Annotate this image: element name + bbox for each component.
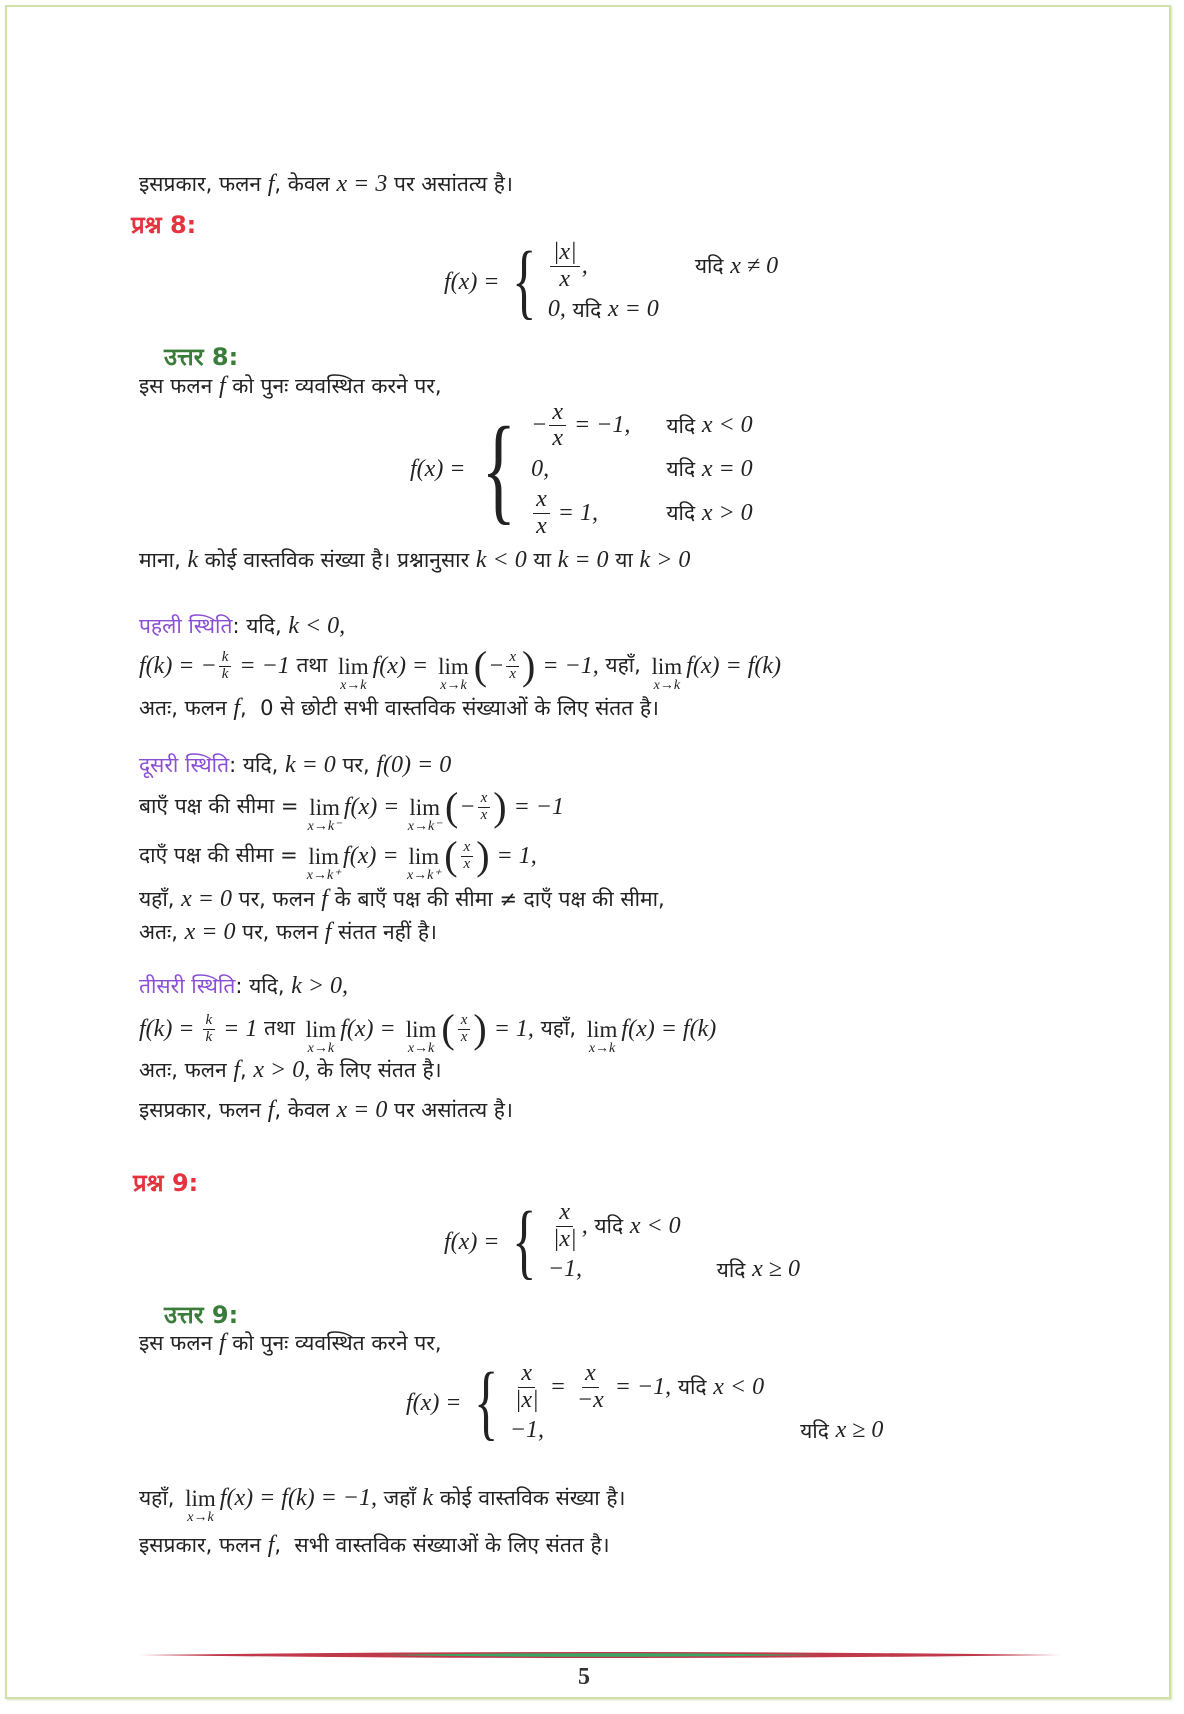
text-run: कोई वास्तविक संख्या है। प्रश्नानुसार <box>198 547 476 572</box>
numerator: x <box>458 1013 471 1030</box>
math-run: f <box>267 171 275 197</box>
numerator: x <box>478 791 491 808</box>
text-run: तथा <box>257 1016 302 1041</box>
math-run: f(x) = <box>340 1015 402 1042</box>
math-run: k = 0 <box>284 752 336 778</box>
math-run: = 1, <box>551 499 598 526</box>
fraction <box>550 1200 580 1251</box>
math-run: − <box>531 412 548 439</box>
answer-9-conclusion <box>139 1531 610 1560</box>
case-3-heading <box>139 972 348 1001</box>
denominator: x <box>460 1028 468 1045</box>
text-run: , 0 से छोटी सभी वास्तविक संख्याओं के लिए संतत है। <box>240 695 660 720</box>
answer-9-line-2 <box>139 1484 626 1525</box>
text-run: इसप्रकार, फलन <box>139 171 268 196</box>
math-run: k = 0 <box>557 547 609 573</box>
lim-subscript: x→k <box>407 1040 435 1056</box>
text-run: पर, <box>335 752 377 777</box>
piecewise-expression <box>510 1417 764 1444</box>
fraction <box>506 650 519 683</box>
case-2-left-limit <box>139 784 564 834</box>
math-run: f(x) = f(k) <box>621 1015 717 1042</box>
fraction <box>478 791 491 824</box>
math-run: = −1, <box>567 412 631 439</box>
piecewise-expression <box>548 296 659 324</box>
case-2-heading <box>139 751 451 780</box>
lim-label: lim <box>185 1485 216 1511</box>
math-run: f <box>267 1097 275 1123</box>
math-run: f(x) = f(k) <box>686 652 781 679</box>
text-run: बाएँ पक्ष की सीमा = <box>139 794 306 819</box>
parenthesis: ( <box>473 643 488 688</box>
page-number: 5 <box>578 1664 590 1690</box>
lim-label: lim <box>305 1016 337 1042</box>
denominator: x <box>480 806 488 823</box>
math-run: f <box>267 1532 275 1558</box>
function-lhs: f(x) = <box>406 1389 462 1416</box>
limit-operator <box>438 653 469 693</box>
answer-8-summary <box>139 1096 513 1125</box>
piecewise-expression <box>548 1200 681 1251</box>
text-run: यहाँ, <box>139 1485 182 1510</box>
denominator: k <box>205 1028 213 1045</box>
text-run: , केवल <box>274 1097 337 1122</box>
text-run: पर, फलन <box>231 886 322 911</box>
parenthesis: ( <box>445 784 459 829</box>
text-run: : यदि, <box>229 752 285 777</box>
text-run: पर, फलन <box>235 919 325 944</box>
left-brace-icon: { <box>481 402 516 536</box>
limit-operator <box>586 1016 618 1056</box>
math-run: k < 0, <box>288 613 346 639</box>
denominator: k <box>221 665 229 682</box>
text-run: पर असांतत्य है। <box>387 171 513 196</box>
piecewise-condition <box>717 1256 800 1284</box>
answer-8-function <box>410 400 753 539</box>
math-run: x = 0 <box>336 1097 388 1123</box>
text-run: : यदि, <box>235 973 292 998</box>
case-label: दूसरी स्थिति <box>139 752 230 777</box>
math-run: x < 0 <box>713 1373 765 1400</box>
text-run: जहाँ <box>377 1485 423 1510</box>
text-run: दाएँ पक्ष की सीमा = <box>139 843 305 868</box>
piecewise-expression <box>548 240 659 291</box>
math-run: x ≠ 0 <box>730 252 779 279</box>
text-run: यदि <box>565 297 608 322</box>
parenthesis: ) <box>522 643 536 688</box>
limit-operator <box>337 653 369 693</box>
text-run: अतः, फलन <box>139 1057 234 1082</box>
math-run: x = 0 <box>607 296 659 323</box>
text-run: माना, <box>139 547 188 572</box>
math-run: = <box>543 1373 572 1400</box>
left-brace-icon: { <box>511 235 536 328</box>
numerator: |x| <box>550 240 580 266</box>
numerator: k <box>203 1013 216 1030</box>
math-run: x = 3 <box>336 171 388 197</box>
math-run: = −1 <box>233 652 290 679</box>
case-2-right-limit <box>139 833 537 883</box>
text-run: को पुनः व्यवस्थित करने पर, <box>225 1330 442 1355</box>
fraction <box>458 1013 471 1046</box>
fraction <box>574 1361 607 1412</box>
text-run: अतः, <box>139 919 185 944</box>
text-run: के बाएँ पक्ष की सीमा ≠ दाएँ पक्ष की सीमा, <box>327 886 665 911</box>
function-lhs: f(x) = <box>444 1228 500 1255</box>
text-run: इस फलन <box>139 1330 219 1355</box>
fraction <box>219 650 232 683</box>
parenthesis: ) <box>473 1006 487 1051</box>
question-8-heading: प्रश्न 8: <box>131 211 197 239</box>
limit-operator <box>306 843 341 883</box>
answer-9-line-1 <box>139 1329 442 1358</box>
math-run: x > 0, <box>253 1057 311 1083</box>
piecewise-condition <box>800 1417 883 1445</box>
piecewise-condition <box>666 499 752 527</box>
math-run: −1, <box>509 1417 545 1444</box>
text-run: या <box>526 547 558 572</box>
left-brace-icon: { <box>511 1195 536 1288</box>
text-run: अतः, फलन <box>139 695 234 720</box>
text-run: संतत नहीं है। <box>331 919 437 944</box>
piecewise-expression <box>531 400 630 451</box>
footer-divider <box>140 1651 1060 1659</box>
left-brace-icon: { <box>473 1356 498 1449</box>
numerator: x <box>461 840 474 857</box>
question-9-function <box>444 1195 800 1288</box>
case-1-heading <box>139 612 345 641</box>
text-run: या <box>608 547 640 572</box>
lim-label: lim <box>409 794 441 820</box>
text-run: यहाँ, <box>598 653 648 678</box>
lim-subscript: x→k <box>440 677 467 693</box>
text-run: यहाँ, <box>533 1016 583 1041</box>
denominator: |x| <box>552 1225 577 1252</box>
text-run: पर असांतत्य है। <box>387 1097 513 1122</box>
piecewise-expression <box>531 487 630 538</box>
denominator: −x <box>576 1386 604 1413</box>
answer-8-line-1 <box>139 372 442 401</box>
math-run: x ≥ 0 <box>835 1417 884 1444</box>
numerator: x <box>556 1200 573 1226</box>
math-run: x = 0 <box>181 886 232 912</box>
text-run: को पुनः व्यवस्थित करने पर, <box>225 373 442 398</box>
denominator: x <box>536 512 547 539</box>
function-lhs: f(x) = <box>444 268 500 295</box>
parenthesis: ( <box>441 1006 455 1051</box>
math-run: f <box>321 886 328 912</box>
math-run: k < 0 <box>475 547 527 573</box>
math-run: k <box>187 547 199 573</box>
lim-label: lim <box>309 794 340 820</box>
lim-label: lim <box>308 843 340 869</box>
numerator: x <box>533 487 550 513</box>
case-2-comparison <box>139 885 665 914</box>
lim-subscript: x→k⁺ <box>406 867 441 883</box>
math-run: , <box>581 252 588 279</box>
piecewise-expression <box>510 1361 764 1412</box>
limit-operator <box>307 794 342 834</box>
math-run: f <box>218 373 226 399</box>
answer-9-function <box>406 1356 884 1449</box>
math-run: k <box>422 1485 434 1511</box>
lim-label: lim <box>586 1016 618 1042</box>
lim-label: lim <box>438 653 469 679</box>
math-run: k > 0 <box>639 547 691 573</box>
math-run: x < 0 <box>629 1212 681 1239</box>
piecewise-rows <box>548 240 778 323</box>
parenthesis: ) <box>476 833 490 878</box>
lim-subscript: x→k <box>187 1509 214 1525</box>
math-run: x < 0 <box>701 412 753 439</box>
math-run: f <box>324 919 332 945</box>
denominator: x <box>463 855 471 872</box>
lim-subscript: x→k⁻ <box>307 818 342 834</box>
limit-operator <box>305 1016 337 1056</box>
text-run: यदि <box>666 413 702 438</box>
math-run: f <box>218 1330 226 1356</box>
lim-subscript: x→k⁺ <box>306 867 341 883</box>
text-run: यदि <box>666 501 702 526</box>
math-run: − <box>459 793 476 820</box>
case-3-conclusion <box>139 1056 442 1085</box>
text-run: इसप्रकार, फलन <box>139 1532 268 1557</box>
lim-subscript: x→k <box>340 677 367 693</box>
text-run: तथा <box>289 653 334 678</box>
math-run: f(x) = <box>372 652 435 679</box>
text-run: यदि <box>587 1214 630 1238</box>
fraction <box>512 1361 542 1412</box>
numerator: x <box>549 400 566 426</box>
case-1-conclusion <box>139 694 659 723</box>
text-run: यदि <box>671 1375 714 1399</box>
piecewise-condition <box>695 252 778 280</box>
parenthesis: ( <box>444 833 458 878</box>
numerator: x <box>582 1361 599 1387</box>
math-run: x = 0 <box>184 919 236 945</box>
piecewise-condition <box>666 412 752 440</box>
text-run: कोई वास्तविक संख्या है। <box>433 1485 626 1510</box>
lim-subscript: x→k <box>307 1040 335 1056</box>
math-run: x > 0 <box>701 499 753 526</box>
lim-subscript: x→k <box>588 1040 616 1056</box>
fraction <box>533 487 550 538</box>
piecewise-expression <box>531 456 630 483</box>
text-run: यदि <box>694 254 731 278</box>
math-run: 0, <box>547 296 566 323</box>
math-run: x ≥ 0 <box>752 1256 800 1283</box>
denominator: |x| <box>514 1386 539 1413</box>
math-run: k > 0, <box>291 973 349 999</box>
case-label: तीसरी स्थिति <box>139 973 236 998</box>
lim-label: lim <box>408 843 440 869</box>
text-run: यदि <box>666 457 702 482</box>
piecewise-rows <box>548 1200 800 1283</box>
lim-label: lim <box>405 1016 437 1042</box>
lim-label: lim <box>337 653 369 679</box>
piecewise-condition <box>666 455 752 483</box>
fraction <box>203 1013 216 1046</box>
piecewise-rows <box>531 400 753 539</box>
case-label: पहली स्थिति <box>139 613 233 638</box>
math-run: = −1, <box>608 1373 672 1400</box>
fraction <box>549 400 566 451</box>
denominator: x <box>552 425 563 452</box>
math-run: f(k) = <box>139 1015 201 1042</box>
math-run: = 1, <box>490 842 537 869</box>
math-run: f(k) = − <box>139 652 217 679</box>
math-run: = 1 <box>217 1015 258 1042</box>
math-run: f(0) = 0 <box>376 752 452 778</box>
text-run: यहाँ, <box>139 886 182 911</box>
intro-line <box>139 170 513 199</box>
text-run: यदि <box>800 1418 836 1443</box>
math-run: = −1, <box>536 652 599 679</box>
math-run: = −1 <box>507 793 564 820</box>
fraction <box>461 840 474 873</box>
math-run: x = 0 <box>701 455 753 482</box>
math-run: −1, <box>547 1256 583 1283</box>
math-run: f <box>233 1057 241 1083</box>
function-lhs: f(x) = <box>410 455 466 482</box>
limit-operator <box>651 653 683 693</box>
math-run: f(x) = <box>343 793 406 820</box>
lim-subscript: x→k⁻ <box>407 818 442 834</box>
question-9-heading: प्रश्न 9: <box>133 1169 199 1197</box>
math-run: f(x) = <box>343 842 405 869</box>
case-2-conclusion <box>139 918 437 947</box>
limit-operator <box>405 1016 437 1056</box>
lim-subscript: x→k <box>653 677 681 693</box>
denominator: x <box>509 665 516 682</box>
limit-operator <box>406 843 441 883</box>
case-3-limit <box>139 1006 717 1056</box>
assumption-line <box>139 546 690 575</box>
text-run: इस फलन <box>139 373 219 398</box>
limit-operator <box>407 794 442 834</box>
text-run: के लिए संतत है। <box>310 1057 442 1082</box>
limit-operator <box>185 1485 216 1525</box>
piecewise-rows <box>510 1361 884 1444</box>
piecewise-expression <box>548 1256 681 1283</box>
numerator: x <box>518 1361 535 1387</box>
math-run: f <box>233 695 241 721</box>
numerator: k <box>219 650 232 667</box>
text-run: : यदि, <box>232 613 289 638</box>
text-run: , केवल <box>274 171 337 196</box>
denominator: x <box>559 265 571 292</box>
math-run: 0, <box>531 455 550 482</box>
answer-8-heading: उत्तर 8: <box>164 343 239 371</box>
case-1-limit <box>139 643 781 693</box>
parenthesis: ) <box>493 784 507 829</box>
math-run: f(x) = f(k) = −1, <box>219 1485 377 1511</box>
text-run: इसप्रकार, फलन <box>139 1097 268 1122</box>
text-run: , <box>240 1057 254 1082</box>
question-8-function <box>444 235 779 328</box>
text-run: यदि <box>716 1257 753 1282</box>
fraction <box>550 240 580 291</box>
text-run: , सभी वास्तविक संख्याओं के लिए संतत है। <box>274 1532 610 1557</box>
math-run: , <box>581 1212 588 1239</box>
numerator: x <box>506 650 519 667</box>
math-run: = 1, <box>487 1015 534 1042</box>
math-run: − <box>488 652 505 679</box>
lim-label: lim <box>651 653 683 679</box>
answer-9-heading: उत्तर 9: <box>164 1301 239 1329</box>
